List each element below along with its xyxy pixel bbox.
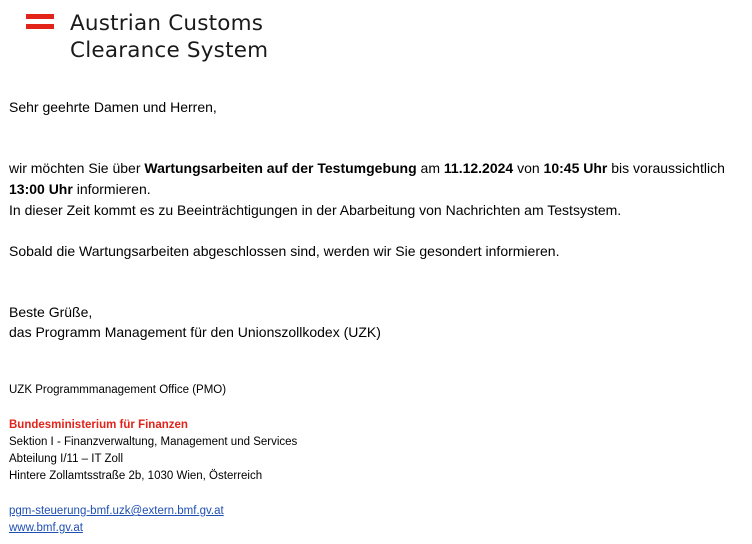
- greeting: Sehr geehrte Damen und Herren,: [9, 99, 217, 115]
- p1-maintenance-bold: Wartungsarbeiten auf der Testumgebung: [144, 160, 417, 176]
- p1-text-g: bis voraussichtlich: [607, 160, 725, 176]
- signature-ministry: Bundesministerium für Finanzen: [9, 419, 188, 431]
- paragraph-1-line-1: [9, 158, 725, 178]
- p1-date-bold: 11.12.2024: [443, 160, 514, 176]
- p1-text-e: von: [513, 160, 544, 176]
- logo-line-2: Clearance System: [70, 38, 269, 63]
- signature-email-row: [9, 503, 224, 520]
- website-link[interactable]: www.bmf.gv.at: [9, 522, 83, 534]
- paragraph-2: In dieser Zeit kommt es zu Beeinträchtigungen in der Abarbeitung von Nachrichten am Testsystem.: [9, 202, 622, 218]
- closing-line-2: das Programm Management für den Unionszollkodex (UZK): [9, 324, 381, 340]
- logo-line-1: Austrian Customs: [70, 11, 264, 36]
- paragraph-1-line-2: [9, 179, 151, 199]
- signature-department: Abteilung I/11 – IT Zoll: [9, 453, 124, 465]
- p1-text-c: am: [416, 160, 444, 176]
- logo-text: [70, 10, 268, 64]
- signature-section: Sektion I - Finanzverwaltung, Management und Services: [9, 436, 298, 448]
- signature-website-row: [9, 520, 83, 537]
- p1-text-a: wir möchten Sie über: [9, 160, 145, 176]
- closing-line-1: Beste Grüße,: [9, 304, 93, 320]
- p1-start-time-bold: 10:45 Uhr: [543, 160, 608, 176]
- austrian-flag-icon: [26, 14, 54, 34]
- signature-address: Hintere Zollamtsstraße 2b, 1030 Wien, Österreich: [9, 470, 263, 482]
- signature-office: UZK Programmmanagement Office (PMO): [9, 384, 227, 396]
- email-link[interactable]: pgm-steuerung-bmf.uzk@extern.bmf.gv.at: [9, 505, 224, 517]
- p1-end-time-bold: 13:00 Uhr: [9, 181, 73, 197]
- paragraph-3: Sobald die Wartungsarbeiten abgeschlossen sind, werden wir Sie gesondert informieren.: [9, 243, 560, 259]
- p1-text-i: informieren.: [72, 181, 151, 197]
